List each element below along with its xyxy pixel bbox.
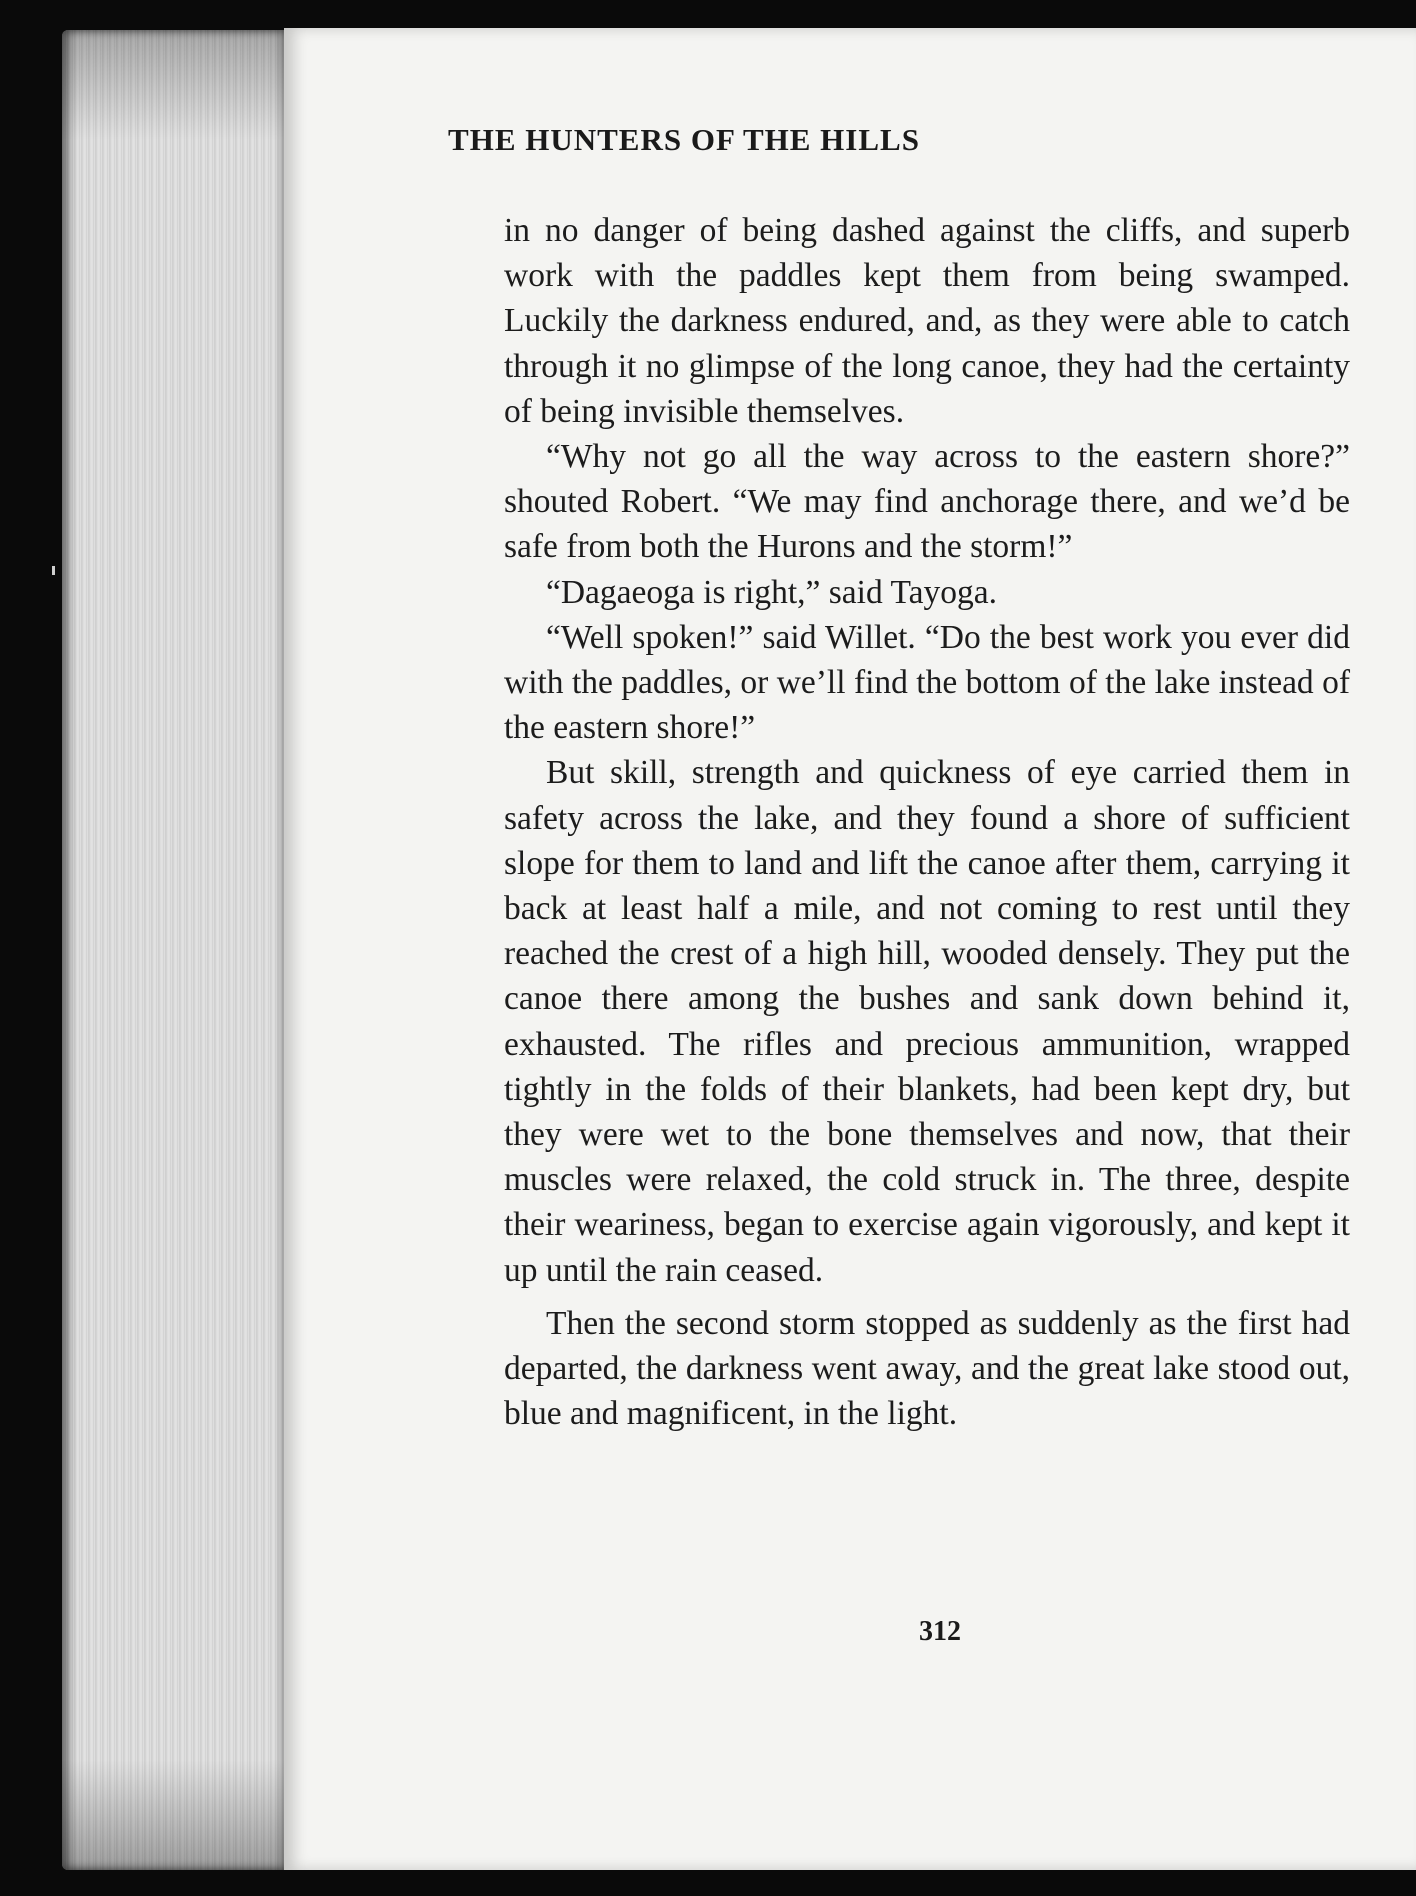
page-block-edges [62,30,284,1870]
paragraph: “Dagaeoga is right,” said Tayoga. [546,573,997,611]
running-head: THE HUNTERS OF THE HILLS [448,122,920,157]
paragraph: But skill, strength and quickness of eye carried them in safety across the lake, and they found a shore of sufficient slope for them to land and lift the canoe after them, carrying it back at least half a mile, and not coming to rest until they reached the crest of a high hill, wooded densely. They put the canoe there among the bushes and sank down behind it, exhausted. The rifles and precious ammunition, wrapped tightly in the folds of their blankets, had been kept dry, but they were wet to the bone themselves and now, that their muscles were relaxed, the cold struck in. The three, despite their weariness, began to exercise again vigorously, and kept it up until the rain ceased. [504,754,1350,1289]
paragraph: “Well spoken!” said Willet. “Do the best work you ever did with the paddles, or we’ll find the bottom of the lake instead of the eastern shore!” [504,618,1350,747]
dust-speck [52,566,55,575]
body-text [504,208,1350,1436]
paragraph: Then the second storm stopped as suddenly as the first had departed, the darkness went away, and the great lake stood out, blue and magnificent, in the light. [504,1304,1350,1433]
paragraph: in no danger of being dashed against the cliffs, and superb work with the paddles kept them from being swamped. Luckily the darkness endured, and, as they were able to catch through it no glimpse of the long canoe, they had the certainty of being invisible themselves. [504,212,1350,430]
page-number: 312 [919,1616,961,1647]
paragraph: “Why not go all the way across to the eastern shore?” shouted Robert. “We may find anchorage there, and we’d be safe from both the Hurons and the storm!” [504,438,1350,566]
